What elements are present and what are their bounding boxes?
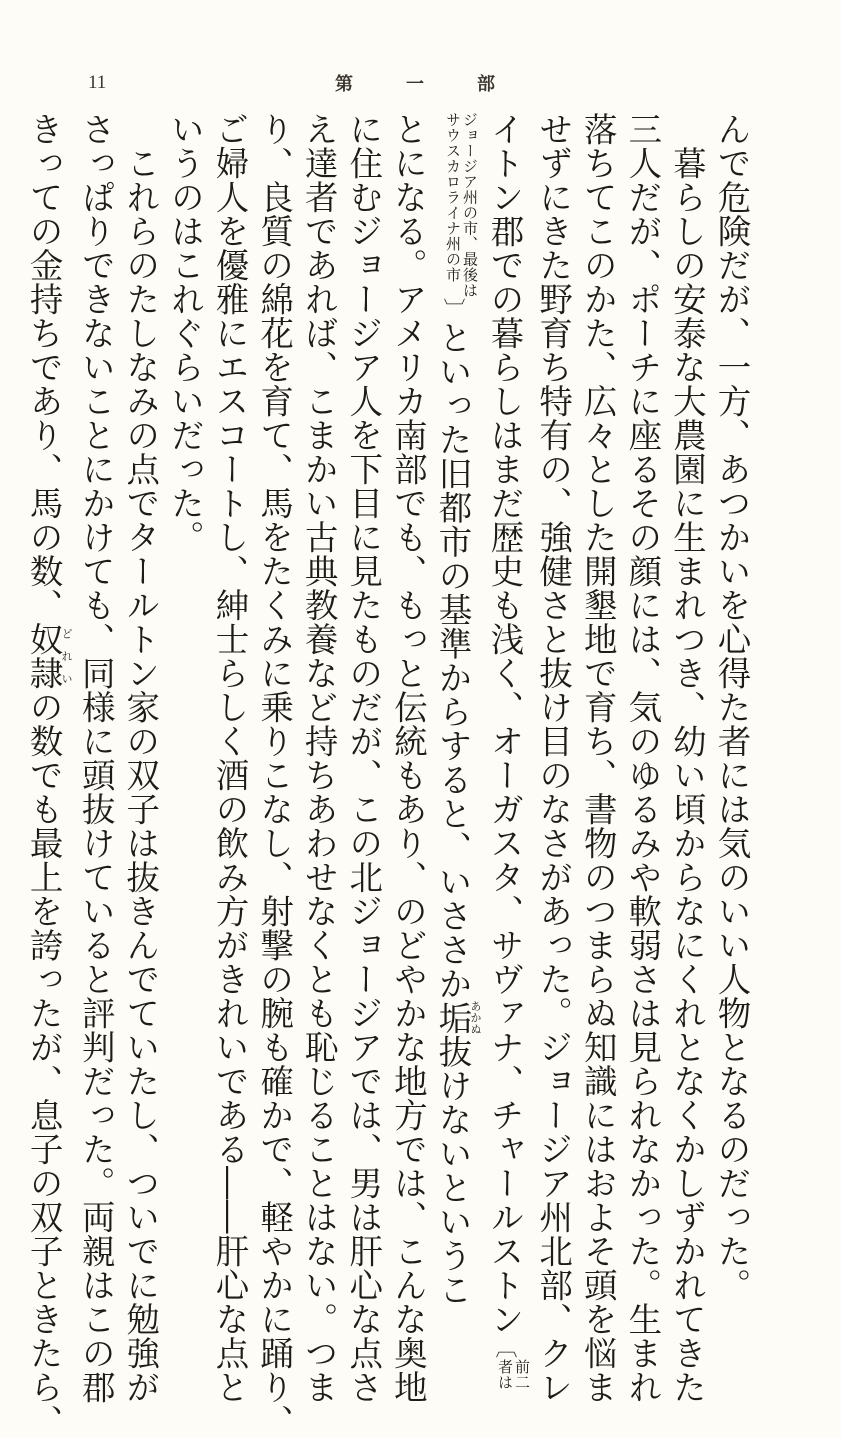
text-line: 暮らしの安泰な大農園に生まれつき、幼い頃からなにくれとなくかしずかれてきた: [667, 145, 707, 1404]
text-line: いうのはこれぐらいだった。: [165, 112, 205, 554]
text-line: 落ちてこのかた、広々とした開墾地で育ち、書物のつまらぬ知識にはおよそ頭を悩ま: [578, 112, 618, 1404]
text-line: ジョージア州の市、最後は サウスカロライナ州の市 〕といった旧都市の基準からすると、いささか垢あかぬ抜けないというこ: [432, 112, 482, 1307]
body-text: [24, 112, 753, 1438]
text-line: 三人だが、ポーチに座るその顔には、気のゆるみや軟弱さは見られなかった。生まれ: [622, 112, 662, 1404]
part-title-char: 一: [406, 74, 424, 95]
page-header: [0, 66, 841, 96]
text-line: これらのたしなみの点でタールトン家の双子は抜きんでていたし、ついでに勉強が: [120, 145, 160, 1404]
text-line: とになる。アメリカ南部でも、もっと伝統もあり、のどやかな地方では、こんな奥地: [388, 112, 428, 1404]
warichu-note: ジョージア州の市、最後は サウスカロライナ州の市: [443, 112, 479, 298]
text-line: さっぱりできないことにかけても、同様に頭抜けていると評判だった。両親はこの郡: [76, 112, 116, 1404]
text-line: に住むジョージア人を下目に見たものだが、この北ジョージアでは、男は肝心な点さ: [343, 112, 383, 1404]
text-line: んで危険だが、一方、あつかいを心得た者には気のいい人物となるのだった。: [712, 112, 751, 1302]
warichu-close-bracket: 〕: [439, 298, 465, 321]
text-line: せずにきた野育ち特有の、強健さと抜け目のなさがあった。ジョージア州北部、クレ: [533, 112, 573, 1404]
ruby-word: 奴隷どれい: [24, 622, 74, 690]
part-title: [335, 70, 495, 96]
text-line: イトン郡での暮らしはまだ歴史も浅く、オーガスタ、サヴァナ、チャールストン〔 前二 者は: [485, 112, 532, 1390]
text-line: え達者であれば、こまかい古典教養など持ちあわせなくとも恥じることはない。つま: [299, 112, 339, 1404]
part-title-char: 第: [335, 74, 353, 95]
ruby-word: 垢あかぬ: [432, 1000, 482, 1035]
text-line: ご婦人を優雅にエスコートし、紳士らしく酒の飲み方がきれいである――肝心な点と: [209, 112, 249, 1404]
warichu-open-bracket: 〔: [492, 1336, 518, 1359]
text-line: きっての金持ちであり、馬の数、奴隷どれいの数でも最上を誇ったが、息子の双子ときたら、: [24, 112, 74, 1438]
text-line: り、良質の綿花を育て、馬をたくみに乗りこなし、射撃の腕も確かで、軽やかに踊り、: [254, 112, 294, 1438]
warichu-note: 前二 者は: [496, 1358, 532, 1390]
part-title-char: 部: [477, 74, 495, 95]
page-number: 11: [88, 72, 107, 93]
